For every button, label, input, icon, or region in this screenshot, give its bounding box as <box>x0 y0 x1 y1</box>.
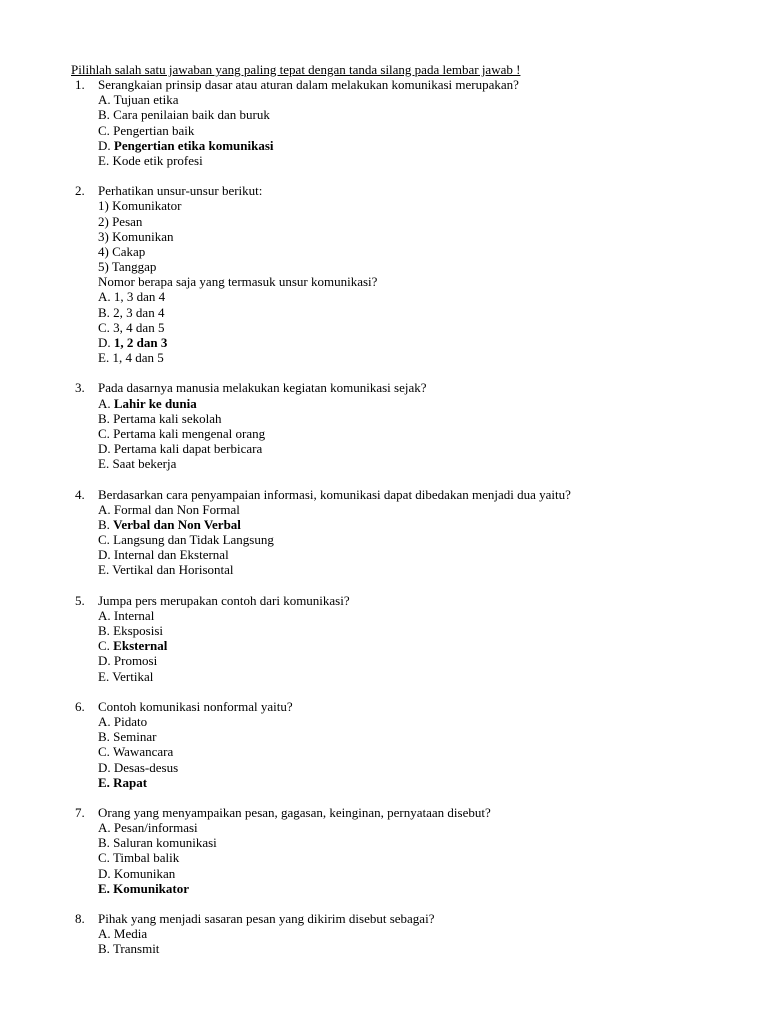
answer-option-text: Desas-desus <box>113 759 179 775</box>
answer-option-text: Transmit <box>112 941 160 957</box>
answer-option-letter: B. <box>98 107 110 123</box>
answer-option-letter: D. <box>98 653 111 669</box>
answer-option-text: 1, 2 dan 3 <box>113 335 168 350</box>
question-1 <box>0 77 768 168</box>
answer-option-text: Verbal dan Non Verbal <box>113 516 241 532</box>
answer-option-letter: D. <box>98 335 111 350</box>
answer-option <box>0 653 768 668</box>
answer-option-text: Eksposisi <box>113 623 164 638</box>
question-text: Jumpa pers merupakan contoh dari komunikasi? <box>98 592 350 608</box>
answer-option <box>0 881 768 896</box>
answer-option <box>0 320 768 335</box>
question-stem-row <box>0 805 768 820</box>
answer-option-letter: D. <box>98 441 111 457</box>
answer-option <box>0 411 768 426</box>
answer-option-letter: C. <box>98 532 110 548</box>
question-number: 4. <box>75 486 85 502</box>
answer-option-text: Pengertian etika komunikasi <box>113 137 274 153</box>
answer-option-text: 3, 4 dan 5 <box>113 319 165 335</box>
answer-option-letter: D. <box>98 865 111 881</box>
instruction-text: Pilihlah salah satu jawaban yang paling tepat dengan tanda silang pada lembar jawab ! <box>71 62 521 77</box>
answer-option-letter: E. <box>98 152 110 168</box>
question-text: Contoh komunikasi nonformal yaitu? <box>98 698 293 714</box>
question-detail-row <box>0 259 768 274</box>
answer-option-letter: A. <box>98 289 111 305</box>
question-number: 3. <box>75 380 85 396</box>
answer-option-text: Pertama kali mengenal orang <box>113 425 266 441</box>
answer-option-text: Saat bekerja <box>112 456 177 472</box>
answer-option <box>0 669 768 684</box>
answer-option <box>0 729 768 744</box>
answer-option-letter: C. <box>98 850 110 866</box>
answer-option <box>0 517 768 532</box>
question-number: 7. <box>75 804 85 820</box>
answer-option-letter: E. <box>98 880 110 896</box>
question-number: 2. <box>75 183 85 199</box>
answer-option-text: Rapat <box>113 774 148 790</box>
answer-option-letter: B. <box>98 623 110 638</box>
answer-option <box>0 638 768 653</box>
answer-option <box>0 866 768 881</box>
question-number: 1. <box>75 77 85 92</box>
answer-option-text: Lahir ke dunia <box>113 395 197 411</box>
answer-option-text: Eksternal <box>113 638 168 654</box>
answer-option-text: Timbal balik <box>112 850 180 866</box>
question-detail-text: 3) Komunikan <box>98 228 174 244</box>
question-detail-text: 1) Komunikator <box>98 198 182 214</box>
answer-option-letter: C. <box>98 744 110 760</box>
answer-option <box>0 547 768 562</box>
answer-option <box>0 926 768 941</box>
question-number: 8. <box>75 911 85 926</box>
question-stem-row <box>0 911 768 926</box>
answer-option-letter: E. <box>98 562 110 578</box>
answer-option-text: Komunikan <box>113 865 176 881</box>
answer-option-letter: B. <box>98 410 110 426</box>
question-4 <box>0 487 768 578</box>
question-detail-row <box>0 274 768 289</box>
answer-option <box>0 289 768 304</box>
answer-option-letter: C. <box>98 425 110 441</box>
question-list <box>0 77 768 972</box>
answer-option-text: Saluran komunikasi <box>113 835 217 851</box>
question-5 <box>0 593 768 684</box>
answer-option <box>0 123 768 138</box>
answer-option <box>0 502 768 517</box>
answer-option-text: Vertikal dan Horisontal <box>112 562 234 578</box>
answer-option-text: Wawancara <box>112 744 174 760</box>
answer-option <box>0 608 768 623</box>
answer-option <box>0 350 768 365</box>
answer-option <box>0 396 768 411</box>
question-detail-row <box>0 229 768 244</box>
answer-option-letter: B. <box>98 304 110 320</box>
answer-option <box>0 441 768 456</box>
answer-option <box>0 153 768 168</box>
question-number: 6. <box>75 698 85 714</box>
question-number: 5. <box>75 592 85 608</box>
question-detail-text: 5) Tanggap <box>98 259 157 275</box>
answer-option <box>0 138 768 153</box>
answer-option <box>0 850 768 865</box>
answer-option-letter: A. <box>98 926 111 942</box>
answer-option-text: Pertama kali sekolah <box>113 410 222 426</box>
answer-option <box>0 456 768 471</box>
answer-option-letter: B. <box>98 729 110 745</box>
question-text: Orang yang menyampaikan pesan, gagasan, keinginan, pernyataan disebut? <box>98 804 491 820</box>
answer-option-text: 1, 3 dan 4 <box>113 289 166 305</box>
answer-option <box>0 775 768 790</box>
answer-option <box>0 835 768 850</box>
question-7 <box>0 805 768 896</box>
question-text: Pada dasarnya manusia melakukan kegiatan komunikasi sejak? <box>98 380 427 396</box>
question-stem-row <box>0 77 768 92</box>
question-2 <box>0 183 768 365</box>
question-6 <box>0 699 768 790</box>
answer-option-letter: B. <box>98 941 110 957</box>
answer-option-letter: A. <box>98 820 111 836</box>
answer-option-text: Pidato <box>113 713 148 729</box>
question-detail-text: Nomor berapa saja yang termasuk unsur komunikasi? <box>98 274 378 290</box>
answer-option-letter: A. <box>98 395 111 411</box>
question-text: Perhatikan unsur-unsur berikut: <box>98 183 263 199</box>
answer-option-text: Pertama kali dapat berbicara <box>113 441 263 457</box>
answer-option-letter: D. <box>98 759 111 775</box>
answer-option-text: Langsung dan Tidak Langsung <box>113 532 274 548</box>
answer-option-letter: B. <box>98 835 110 851</box>
answer-option-text: Tujuan etika <box>113 92 179 108</box>
question-8 <box>0 911 768 957</box>
answer-option-letter: C. <box>98 122 110 138</box>
answer-option <box>0 107 768 122</box>
answer-option-text: 1, 4 dan 5 <box>112 350 164 366</box>
answer-option-text: Pengertian baik <box>113 122 195 138</box>
question-detail-row <box>0 214 768 229</box>
answer-option <box>0 92 768 107</box>
question-stem-row <box>0 487 768 502</box>
question-detail-text: 2) Pesan <box>98 213 143 229</box>
answer-option-letter: B. <box>98 516 110 532</box>
answer-option <box>0 744 768 759</box>
answer-option <box>0 426 768 441</box>
answer-option-text: Promosi <box>113 653 158 669</box>
answer-option-text: Kode etik profesi <box>112 152 203 168</box>
answer-option-text: Vertikal <box>112 668 154 684</box>
answer-option-letter: A. <box>98 501 111 517</box>
answer-option <box>0 305 768 320</box>
answer-option <box>0 623 768 638</box>
answer-option-text: Pesan/informasi <box>113 820 198 836</box>
question-detail-row <box>0 244 768 259</box>
answer-option-letter: A. <box>98 607 111 623</box>
answer-option-letter: E. <box>98 350 110 366</box>
answer-option-letter: A. <box>98 713 111 729</box>
question-3 <box>0 380 768 471</box>
answer-option <box>0 941 768 956</box>
answer-option-letter: E. <box>98 456 110 472</box>
answer-option-letter: E. <box>98 668 110 684</box>
answer-option-text: Internal dan Eksternal <box>113 547 229 563</box>
question-detail-row <box>0 198 768 213</box>
answer-option-text: Seminar <box>113 729 157 745</box>
question-stem-row <box>0 183 768 198</box>
question-text: Pihak yang menjadi sasaran pesan yang dikirim disebut sebagai? <box>98 911 435 926</box>
answer-option-text: Internal <box>113 607 155 623</box>
answer-option-letter: D. <box>98 137 111 153</box>
answer-option-text: Komunikator <box>113 880 190 896</box>
answer-option <box>0 562 768 577</box>
question-text: Berdasarkan cara penyampaian informasi, komunikasi dapat dibedakan menjadi dua yaitu? <box>98 486 571 502</box>
answer-option-text: Formal dan Non Formal <box>113 501 240 517</box>
answer-option <box>0 820 768 835</box>
question-stem-row <box>0 593 768 608</box>
answer-option-text: 2, 3 dan 4 <box>113 304 165 320</box>
answer-option <box>0 760 768 775</box>
question-stem-row <box>0 380 768 395</box>
answer-option-letter: E. <box>98 774 110 790</box>
answer-option-letter: A. <box>98 92 111 108</box>
question-stem-row <box>0 699 768 714</box>
answer-option <box>0 532 768 547</box>
answer-option-letter: C. <box>98 319 110 335</box>
question-text: Serangkaian prinsip dasar atau aturan dalam melakukan komunikasi merupakan? <box>98 77 519 92</box>
answer-option-letter: C. <box>98 638 110 654</box>
answer-option-text: Cara penilaian baik dan buruk <box>113 107 270 123</box>
answer-option-text: Media <box>113 926 148 942</box>
question-detail-text: 4) Cakap <box>98 243 146 259</box>
answer-option <box>0 335 768 350</box>
answer-option-letter: D. <box>98 547 111 563</box>
answer-option <box>0 714 768 729</box>
